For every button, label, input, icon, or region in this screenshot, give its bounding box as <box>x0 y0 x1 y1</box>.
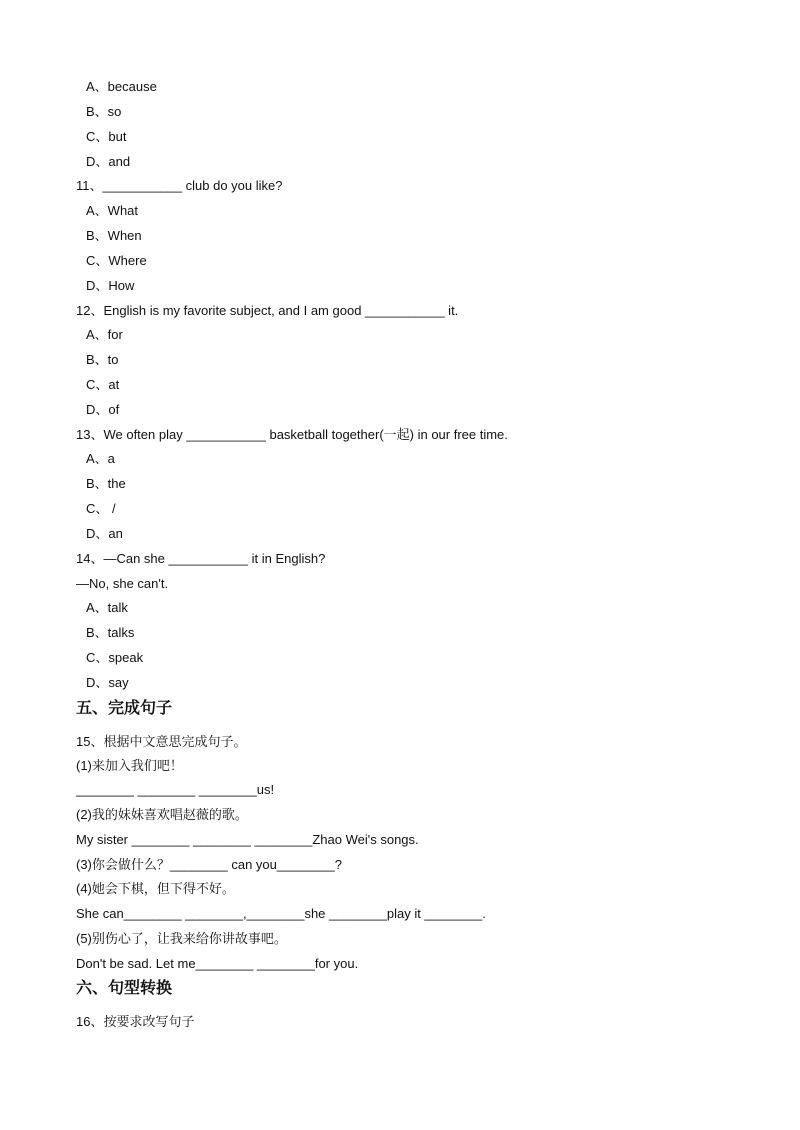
sentence-item: (4)她会下棋，但下得不好。 <box>76 881 235 896</box>
sentence-item: (5)别伤心了，让我来给你讲故事吧。 <box>76 931 287 946</box>
option-a: A、talk <box>86 600 128 615</box>
question-15: 15、根据中文意思完成句子。 <box>76 734 247 749</box>
question-16: 16、按要求改写句子 <box>76 1014 195 1029</box>
question-11: 11、___________ club do you like? <box>76 178 283 193</box>
blank-line: She can________ ________,________she ________play it ________. <box>76 906 486 921</box>
option-d: D、say <box>86 675 129 690</box>
sentence-item: (3)你会做什么？________ can you________? <box>76 857 342 872</box>
question-14-answer: —No, she can't. <box>76 576 169 591</box>
question-13: 13、We often play ___________ basketball together(一起) in our free time. <box>76 427 508 442</box>
sentence-item: (1)来加入我们吧！ <box>76 758 183 773</box>
section-heading-5: 五、完成句子 <box>76 700 173 717</box>
question-14: 14、—Can she ___________ it in English? <box>76 551 326 566</box>
option-d: D、How <box>86 278 135 293</box>
option-a: A、a <box>86 451 115 466</box>
option-d: D、an <box>86 526 123 541</box>
option-a: A、What <box>86 203 139 218</box>
option-c: C、 / <box>86 501 116 516</box>
option-b: B、When <box>86 228 142 243</box>
option-b: B、so <box>86 104 122 119</box>
question-12: 12、English is my favorite subject, and I am good ___________ it. <box>76 303 459 318</box>
option-d: D、and <box>86 154 131 169</box>
option-b: B、to <box>86 352 119 367</box>
blank-line: Don't be sad. Let me________ ________for you. <box>76 956 359 971</box>
option-c: C、Where <box>86 253 147 268</box>
option-c: C、but <box>86 129 127 144</box>
sentence-item: (2)我的妹妹喜欢唱赵薇的歌。 <box>76 807 248 822</box>
option-b: B、talks <box>86 625 135 640</box>
option-a: A、because <box>86 79 157 94</box>
option-a: A、for <box>86 327 123 342</box>
option-b: B、the <box>86 476 126 491</box>
blank-line: ________ ________ ________us! <box>76 782 275 797</box>
section-heading-6: 六、句型转换 <box>76 980 173 997</box>
blank-line: My sister ________ ________ ________Zhao Wei's songs. <box>76 832 419 847</box>
option-c: C、at <box>86 377 120 392</box>
option-d: D、of <box>86 402 120 417</box>
option-c: C、speak <box>86 650 144 665</box>
